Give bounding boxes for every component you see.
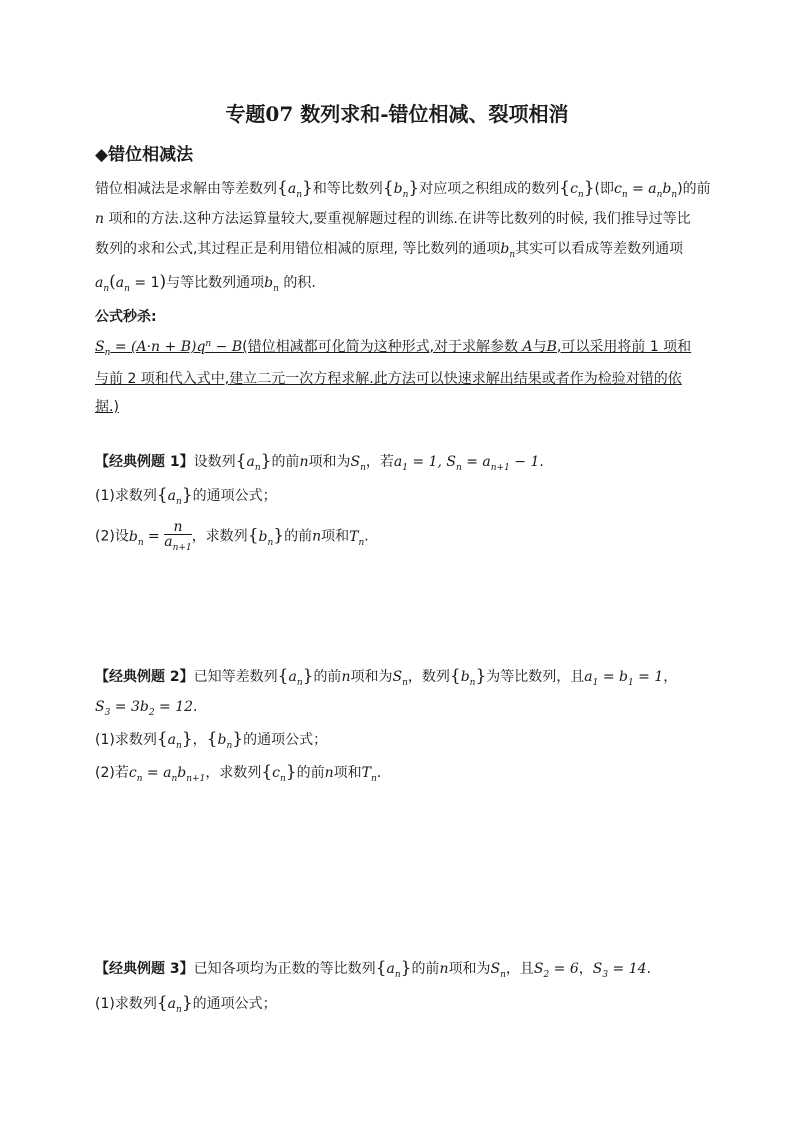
formula-line-1: $S_n = (A\cdot n + B)q^n - B$(错位相减都可化简为这种形式,对于求解参数 A与B,可以采用将前 1 项和 — [95, 339, 692, 358]
example-1-q2: (2)设$b_n$ = $\frac{n}{a_{n+1}}$ ，求数列$\{b_n\}$的前n项和$T_n$. — [95, 519, 369, 553]
formula-line-2: 与前 2 项和代入式中,建立二元一次方程求解.此方法可以快速求解出结果或者作为检验对错的依 — [95, 371, 682, 387]
example-3-stem: 【经典例题 3】已知各项均为正数的等比数列$\{a_n\}$的前n项和为$S_n$，且$S_2 = 6$，$S_3 = 14$. — [95, 958, 651, 980]
intro-line-1: 错位相减法是求解由等差数列$\{a_n\}$和等比数列$\{b_n\}$对应项之积组成的数列$\{c_n\}$(即$c_n = a_nb_n$)的前 — [95, 178, 711, 200]
intro-line-2: n 项和的方法.这种方法运算量较大,要重视解题过程的训练.在讲等比数列的时候, 我们推导过等比 — [95, 211, 691, 227]
example-2-q1: (1)求数列$\{a_n\}$，$\{b_n\}$的通项公式； — [95, 729, 328, 751]
formula-label: 公式秒杀: — [95, 309, 157, 325]
formula-line-3: 据.) — [95, 399, 119, 415]
example-3-q1: (1)求数列$\{a_n\}$的通项公式； — [95, 993, 277, 1015]
intro-line-4: $a_n(a_n = 1)$与等比数列通项$b_n$ 的积. — [95, 272, 316, 294]
example-1-stem: 【经典例题 1】设数列$\{a_n\}$的前n项和为$S_n$，若$a_1 = 1$, $S_n = a_{n+1} - 1$. — [95, 451, 544, 473]
example-2-stem: 【经典例题 2】已知等差数列$\{a_n\}$的前n项和为$S_n$，数列$\{b_n\}$为等比数列，且$a_1 = b_1 = 1$， — [95, 666, 678, 688]
example-2-stem-cont: $S_3 = 3b_2 = 12$. — [95, 699, 198, 718]
page-title: 专题07 数列求和-错位相减、裂项相消 — [225, 102, 569, 126]
intro-line-3: 数列的求和公式,其过程正是利用错位相减的原理, 等比数列的通项$b_n$其实可以看成等差数列通项 — [95, 241, 684, 260]
section-heading: ◆错位相减法 — [95, 145, 194, 165]
example-2-q2: (2)若$c_n = a_nb_{n+1}$，求数列$\{c_n\}$的前n项和$T_n$. — [95, 762, 382, 784]
example-1-q1: (1)求数列$\{a_n\}$的通项公式； — [95, 485, 277, 507]
